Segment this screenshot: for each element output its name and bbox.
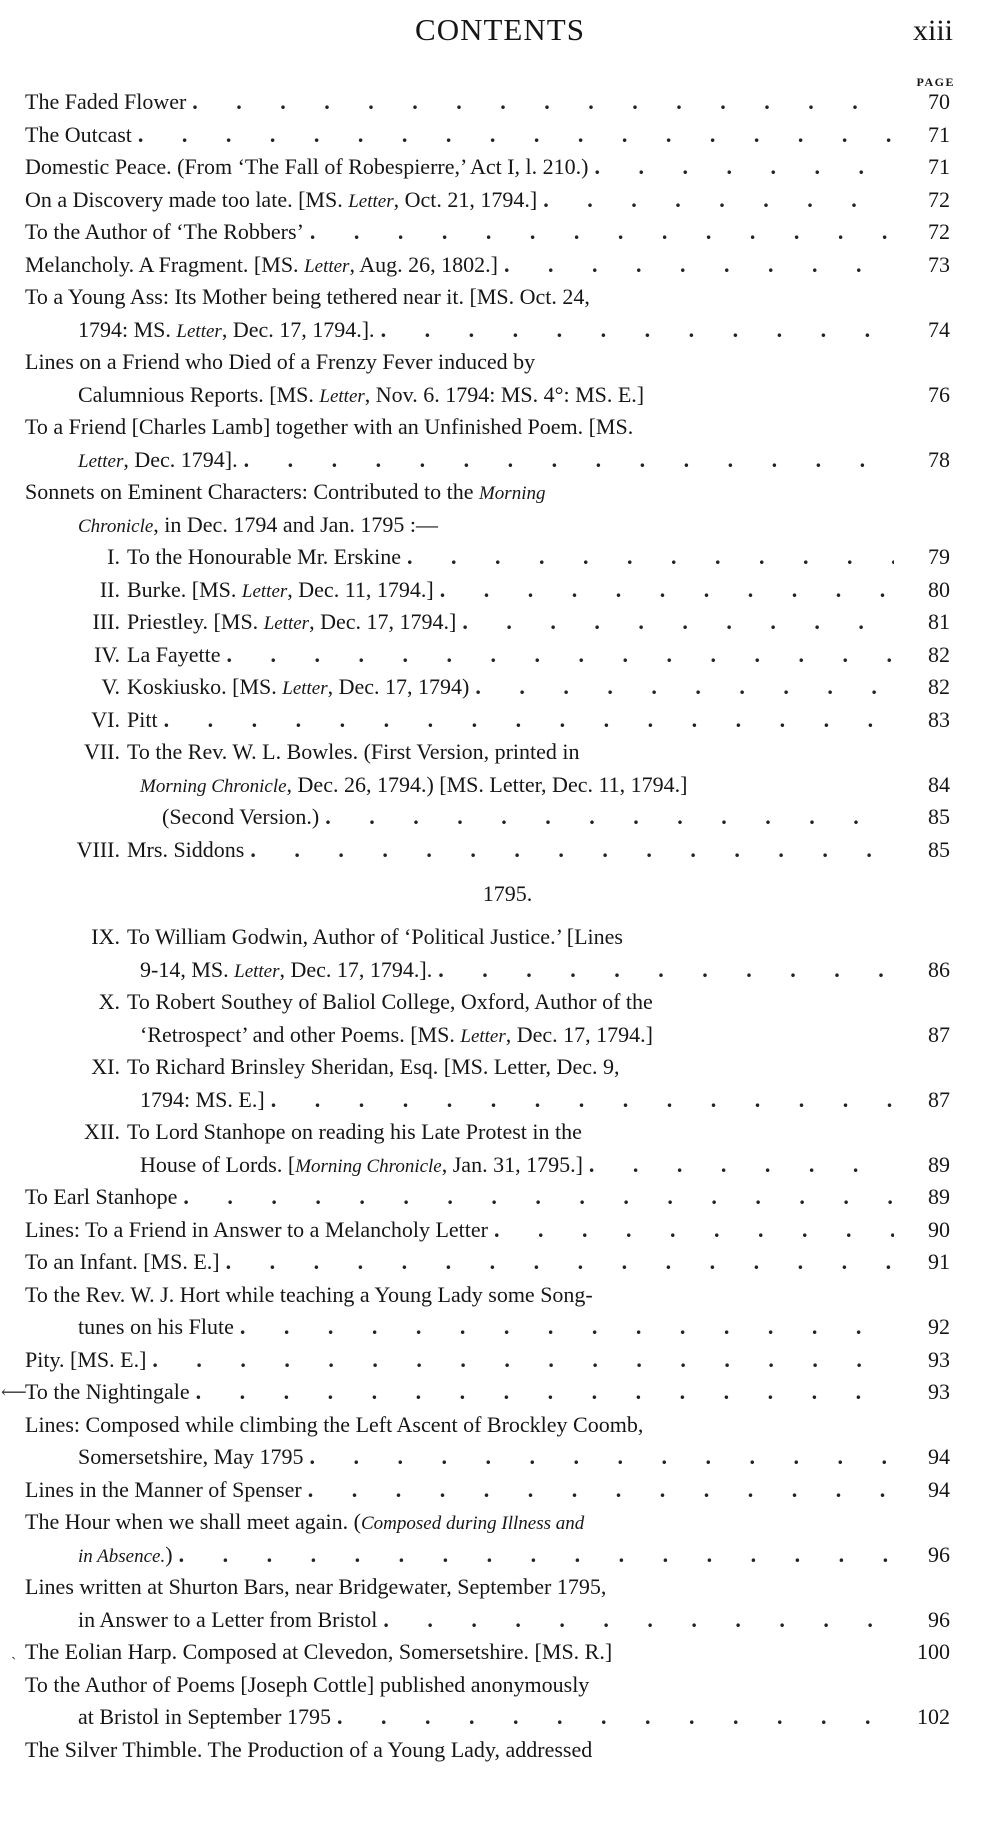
entry-title — [25, 1571, 606, 1604]
entry-title — [25, 249, 498, 284]
entry-title — [25, 736, 580, 769]
entry-title — [78, 1441, 303, 1474]
entry-text: Lines on a Friend who Died of a Frenzy Fever induced by — [25, 349, 536, 374]
dot-leader — [543, 184, 894, 217]
entry-text-tail: , Oct. 21, 1794.] — [393, 186, 538, 212]
entry-text: 1794: MS. — [78, 316, 177, 342]
entry-text: To the Honourable Mr. Erskine — [127, 544, 402, 569]
entry-text: The Faded Flower — [25, 89, 187, 114]
entry-italic-text: Letter — [176, 320, 222, 342]
entry-italic-text: Chronicle — [78, 515, 154, 537]
entry-text: The Eolian Harp. Composed at Clevedon, Somersetshire. [MS. R.] — [25, 1639, 613, 1664]
dot-leader — [196, 1376, 894, 1409]
toc-entry — [25, 769, 950, 802]
dot-leader — [250, 834, 894, 867]
page-ref: 76 — [928, 381, 950, 407]
entry-text: Calumnious Reports. [MS. — [78, 381, 320, 407]
dot-leader — [183, 1181, 894, 1214]
roman-numeral: III. — [92, 609, 120, 634]
entry-italic-text: Morning — [478, 483, 546, 504]
entry-title — [25, 346, 535, 379]
entry-title — [162, 801, 319, 834]
dot-leader — [462, 606, 894, 639]
entry-text: Melancholy. A Fragment. [MS. — [25, 251, 305, 277]
toc-entry-continuation — [25, 1051, 950, 1084]
toc-entry-continuation — [25, 986, 950, 1019]
entry-text-tail: , Dec. 17, 1794.] — [309, 609, 457, 634]
entry-italic-text: in Absence. — [78, 1545, 166, 1567]
entry-text: To the Rev. W. J. Hort while teaching a Young Lady some Song- — [25, 1281, 593, 1307]
page-header — [0, 8, 1000, 54]
page-ref: 71 — [928, 154, 950, 179]
toc-entry — [25, 1539, 950, 1572]
dot-leader — [504, 249, 894, 282]
entry-text-tail: , in Dec. 1794 and Jan. 1795 :— — [153, 511, 439, 537]
toc-entry — [25, 671, 950, 704]
entry-title — [25, 671, 469, 706]
dot-leader — [440, 574, 894, 607]
entry-text: To an Infant. [MS. E.] — [25, 1249, 220, 1274]
toc-entry-continuation — [25, 736, 950, 769]
entry-title — [25, 574, 434, 609]
dot-leader — [192, 86, 894, 119]
entry-title — [78, 1701, 331, 1734]
entry-text: Pitt — [127, 706, 158, 732]
page-ref: 73 — [928, 251, 950, 277]
margin-mark-icon: ˎ — [11, 1643, 17, 1660]
page-ref: 70 — [928, 89, 950, 114]
dot-leader — [138, 119, 894, 152]
roman-numeral: VIII. — [76, 836, 120, 862]
entry-italic-text: Letter — [234, 960, 280, 982]
entry-text: Pity. [MS. E.] — [25, 1346, 147, 1372]
roman-numeral: XI. — [91, 1054, 120, 1079]
page-ref: 87 — [928, 1086, 950, 1112]
roman-numeral: V. — [101, 674, 120, 699]
entry-italic-text: Composed during Illness and — [361, 1513, 585, 1534]
entry-title — [25, 1116, 582, 1149]
entry-title — [25, 119, 132, 152]
entry-text: To Earl Stanhope — [25, 1184, 178, 1209]
entry-text-tail: , Aug. 26, 1802.] — [349, 251, 498, 277]
entry-text: Mrs. Siddons — [127, 836, 245, 862]
entry-text-tail: , Dec. 17, 1794.] — [505, 1021, 654, 1047]
entry-text: The Outcast — [25, 121, 132, 147]
entry-italic-text: Letter — [78, 450, 124, 472]
entry-title — [25, 1506, 584, 1541]
entry-italic-text: Letter — [263, 613, 310, 634]
entry-text: To the Author of Poems [Joseph Cottle] published anonymously — [25, 1671, 590, 1697]
roman-numeral: I. — [107, 544, 120, 569]
dot-leader — [309, 1441, 894, 1474]
dot-leader — [407, 541, 894, 574]
entry-text: at Bristol in September 1795 — [78, 1704, 331, 1729]
page-ref: 93 — [928, 1346, 950, 1372]
entry-text: Domestic Peace. (From ‘The Fall of Robespierre,’ Act I, l. 210.) — [25, 154, 589, 179]
toc-entry — [25, 1214, 950, 1247]
roman-numeral: VII. — [83, 739, 120, 764]
entry-title — [25, 541, 401, 574]
entry-title — [25, 1669, 589, 1702]
toc-entry — [25, 1441, 950, 1474]
entry-title — [140, 769, 687, 804]
entry-title — [140, 1149, 583, 1184]
entry-text: Burke. [MS. — [127, 576, 242, 602]
entry-text-tail: , Dec. 17, 1794.]. — [279, 956, 433, 982]
toc-entry — [25, 216, 950, 249]
page-ref: 92 — [928, 1314, 950, 1339]
entry-text: Somersetshire, May 1795 — [78, 1444, 304, 1469]
entry-text-tail: , Dec. 11, 1794.] — [287, 576, 434, 602]
toc-entry — [25, 1474, 950, 1507]
toc-entry — [25, 704, 950, 737]
dot-leader — [310, 216, 894, 249]
page-ref: 84 — [928, 771, 950, 797]
dot-leader — [244, 444, 894, 477]
dot-leader — [164, 704, 894, 737]
entry-text: To Robert Southey of Baliol College, Oxford, Author of the — [127, 989, 653, 1014]
entry-italic-text: Letter — [282, 678, 328, 699]
toc-entry-continuation — [25, 281, 950, 314]
toc-entry — [25, 1311, 950, 1344]
entry-title — [140, 954, 432, 989]
dot-leader — [337, 1701, 894, 1734]
entry-text: tunes on his Flute — [78, 1314, 234, 1339]
entry-text: The Silver Thimble. The Production of a Young Lady, addressed — [25, 1736, 593, 1762]
entry-text: Lines: To a Friend in Answer to a Melancholy Letter — [25, 1216, 488, 1242]
dot-leader — [226, 639, 894, 672]
entry-text: On a Discovery made too late. [MS. — [25, 186, 349, 212]
toc-entry-continuation — [25, 1409, 950, 1442]
entry-title — [25, 834, 244, 867]
entry-title — [25, 639, 220, 672]
entry-title — [25, 1734, 592, 1767]
page-ref: 93 — [928, 1379, 950, 1404]
entry-text: To a Young Ass: Its Mother being tethered near it. [MS. Oct. 24, — [25, 284, 590, 309]
dot-leader — [475, 671, 894, 704]
page-ref: 86 — [928, 956, 950, 982]
toc-entry — [25, 1604, 950, 1637]
page-ref: 81 — [928, 609, 950, 634]
dot-leader — [179, 1539, 894, 1572]
entry-text: ‘Retrospect’ and other Poems. [MS. — [140, 1021, 461, 1047]
toc-entry — [11, 1636, 950, 1669]
page-ref: 87 — [928, 1021, 950, 1047]
entry-italic-text: Letter — [348, 190, 394, 212]
dot-leader — [152, 1344, 894, 1377]
entry-italic-text: Letter — [241, 580, 288, 602]
entry-title — [25, 704, 158, 737]
entry-title — [25, 1409, 643, 1442]
toc-entry — [25, 184, 950, 217]
page-ref: 89 — [928, 1184, 950, 1209]
toc-entry — [25, 249, 950, 282]
page-ref: 80 — [928, 576, 950, 602]
toc-entry — [25, 314, 950, 347]
toc-entry-continuation — [25, 1571, 950, 1604]
page-ref: 96 — [928, 1606, 950, 1632]
page-ref: 72 — [928, 186, 950, 212]
page-ref: 85 — [928, 836, 950, 862]
entry-title — [25, 1376, 190, 1409]
entry-text-tail: , Dec. 1794]. — [123, 446, 238, 472]
entry-text: Sonnets on Eminent Characters: Contributed to the — [25, 479, 479, 504]
entry-title — [25, 1181, 177, 1214]
page-title: CONTENTS — [415, 12, 585, 47]
entry-text: (Second Version.) — [162, 804, 320, 829]
entry-text: House of Lords. [ — [140, 1151, 296, 1177]
dot-leader — [381, 314, 894, 347]
entry-text-tail: ) — [165, 1541, 173, 1567]
toc-entry-continuation — [25, 921, 950, 954]
toc-entry-continuation — [25, 1116, 950, 1149]
page-column-label: PAGE — [916, 75, 955, 89]
page-ref: 83 — [928, 706, 950, 732]
roman-numeral: XII. — [83, 1119, 120, 1144]
entry-title — [25, 606, 456, 641]
page-number: xiii — [912, 14, 953, 47]
entry-text-tail: , Dec. 17, 1794.]. — [221, 316, 375, 342]
year-heading: 1795. — [482, 881, 533, 906]
entry-title — [25, 1214, 488, 1247]
roman-numeral: VI. — [91, 706, 120, 732]
entry-italic-text: Morning Chronicle — [295, 1155, 442, 1177]
toc-entry — [25, 541, 950, 574]
entry-title — [25, 1344, 146, 1377]
entry-title — [25, 986, 653, 1019]
roman-numeral: II. — [99, 576, 120, 602]
entry-text: 1794: MS. E.] — [140, 1086, 265, 1112]
entry-italic-text: Letter — [460, 1025, 506, 1047]
entry-title — [25, 476, 545, 511]
entry-text: To William Godwin, Author of ‘Political Justice.’ [Lines — [127, 924, 623, 949]
entry-text: in Answer to a Letter from Bristol — [78, 1606, 378, 1632]
toc-entry-continuation — [25, 411, 950, 444]
toc-entry-continuation — [25, 1669, 950, 1702]
page-ref: 71 — [928, 121, 950, 147]
entry-text-tail: , Dec. 26, 1794.) [MS. Letter, Dec. 11, 1794.] — [286, 771, 688, 797]
page-ref: 94 — [928, 1476, 950, 1502]
page-ref: 91 — [928, 1249, 950, 1274]
entry-text: To the Nightingale — [25, 1379, 190, 1404]
toc-entry — [25, 574, 950, 607]
entry-title — [25, 1279, 593, 1312]
page-ref: 90 — [928, 1216, 950, 1242]
entry-title — [25, 86, 186, 119]
toc-entry — [25, 1149, 950, 1182]
entry-title — [25, 184, 537, 219]
entry-text-tail: , Dec. 17, 1794) — [327, 674, 470, 699]
table-of-contents — [1, 86, 950, 1766]
entry-italic-text: Letter — [319, 385, 365, 407]
entry-title — [78, 314, 375, 349]
toc-entry — [25, 1084, 950, 1117]
toc-entry-continuation — [25, 346, 950, 379]
entry-italic-text: Letter — [304, 255, 350, 277]
entry-title — [25, 151, 589, 184]
page-ref: 82 — [928, 641, 950, 667]
entry-title — [140, 1084, 265, 1117]
toc-entry — [25, 1019, 950, 1052]
entry-text: 9-14, MS. — [140, 956, 235, 982]
entry-text-tail: , Jan. 31, 1795.] — [441, 1151, 583, 1177]
dot-leader — [271, 1084, 894, 1117]
entry-title — [25, 216, 304, 249]
toc-entry — [25, 379, 950, 412]
toc-entry — [25, 639, 950, 672]
entry-title — [78, 1311, 234, 1344]
dot-leader — [494, 1214, 894, 1247]
dot-leader — [240, 1311, 894, 1344]
dot-leader — [595, 151, 895, 184]
page-ref: 94 — [928, 1444, 950, 1469]
roman-numeral: X. — [98, 989, 120, 1014]
dot-leader — [383, 1604, 894, 1637]
entry-text: The Hour when we shall meet again. ( — [25, 1509, 361, 1534]
dot-leader — [325, 801, 894, 834]
roman-numeral: IX. — [91, 924, 120, 949]
toc-entry — [25, 834, 950, 867]
toc-entry — [25, 151, 950, 184]
page-ref: 74 — [928, 316, 950, 342]
dot-leader — [226, 1246, 894, 1279]
entry-title — [78, 1539, 173, 1574]
toc-entry-continuation — [25, 476, 950, 509]
toc-entry — [25, 1701, 950, 1734]
entry-title — [25, 1636, 612, 1669]
dot-leader — [308, 1474, 894, 1507]
entry-text: La Fayette — [127, 641, 221, 667]
page-ref: 82 — [928, 674, 950, 699]
margin-mark-icon: ⟵ — [1, 1382, 27, 1402]
toc-entry-continuation — [25, 1506, 950, 1539]
page-ref: 100 — [917, 1639, 950, 1664]
entry-text: Koskiusko. [MS. — [127, 674, 283, 699]
entry-title — [25, 1051, 619, 1084]
toc-entry — [25, 1344, 950, 1377]
roman-numeral: IV. — [94, 641, 120, 667]
entry-text: To Lord Stanhope on reading his Late Protest in the — [127, 1119, 582, 1144]
entry-title — [78, 1604, 377, 1637]
entry-text: Lines written at Shurton Bars, near Bridgewater, September 1795, — [25, 1574, 607, 1599]
toc-entry — [25, 86, 950, 119]
entry-title — [140, 1019, 653, 1054]
entry-text: To the Author of ‘The Robbers’ — [25, 219, 304, 244]
page-ref: 89 — [928, 1151, 950, 1177]
toc-entry — [1, 1376, 950, 1409]
page-ref: 78 — [928, 446, 950, 472]
toc-entry — [25, 801, 950, 834]
dot-leader — [589, 1149, 894, 1182]
entry-title — [25, 411, 633, 444]
page-ref: 102 — [917, 1704, 950, 1729]
entry-title — [25, 281, 590, 314]
page-ref: 79 — [928, 544, 950, 569]
entry-title — [25, 921, 623, 954]
entry-text: To Richard Brinsley Sheridan, Esq. [MS. Letter, Dec. 9, — [127, 1054, 620, 1079]
toc-entry-continuation — [25, 1734, 950, 1767]
entry-text: To a Friend [Charles Lamb] together with an Unfinished Poem. [MS. — [25, 414, 634, 439]
toc-entry-continuation — [25, 509, 950, 542]
toc-entry — [25, 444, 950, 477]
entry-text-tail: , Nov. 6. 1794: MS. 4°: MS. E.] — [364, 381, 645, 407]
entry-title — [78, 379, 644, 414]
toc-entry — [25, 606, 950, 639]
toc-entry — [25, 954, 950, 987]
toc-entry — [25, 119, 950, 152]
toc-entry-continuation — [25, 1279, 950, 1312]
entry-text: Priestley. [MS. — [127, 609, 264, 634]
entry-title — [25, 1246, 220, 1279]
entry-text: Lines: Composed while climbing the Left Ascent of Brockley Coomb, — [25, 1411, 644, 1437]
page-ref: 72 — [928, 219, 950, 244]
page-ref: 85 — [928, 804, 950, 829]
entry-italic-text: Morning Chronicle — [140, 775, 287, 797]
entry-text: To the Rev. W. L. Bowles. (First Version, printed in — [127, 739, 580, 764]
dot-leader — [438, 954, 894, 987]
entry-title — [78, 509, 438, 544]
entry-title — [25, 1474, 302, 1507]
entry-text: Lines in the Manner of Spenser — [25, 1476, 302, 1502]
entry-title — [78, 444, 238, 479]
toc-entry — [25, 1181, 950, 1214]
page-ref: 96 — [928, 1541, 950, 1567]
toc-entry — [25, 1246, 950, 1279]
